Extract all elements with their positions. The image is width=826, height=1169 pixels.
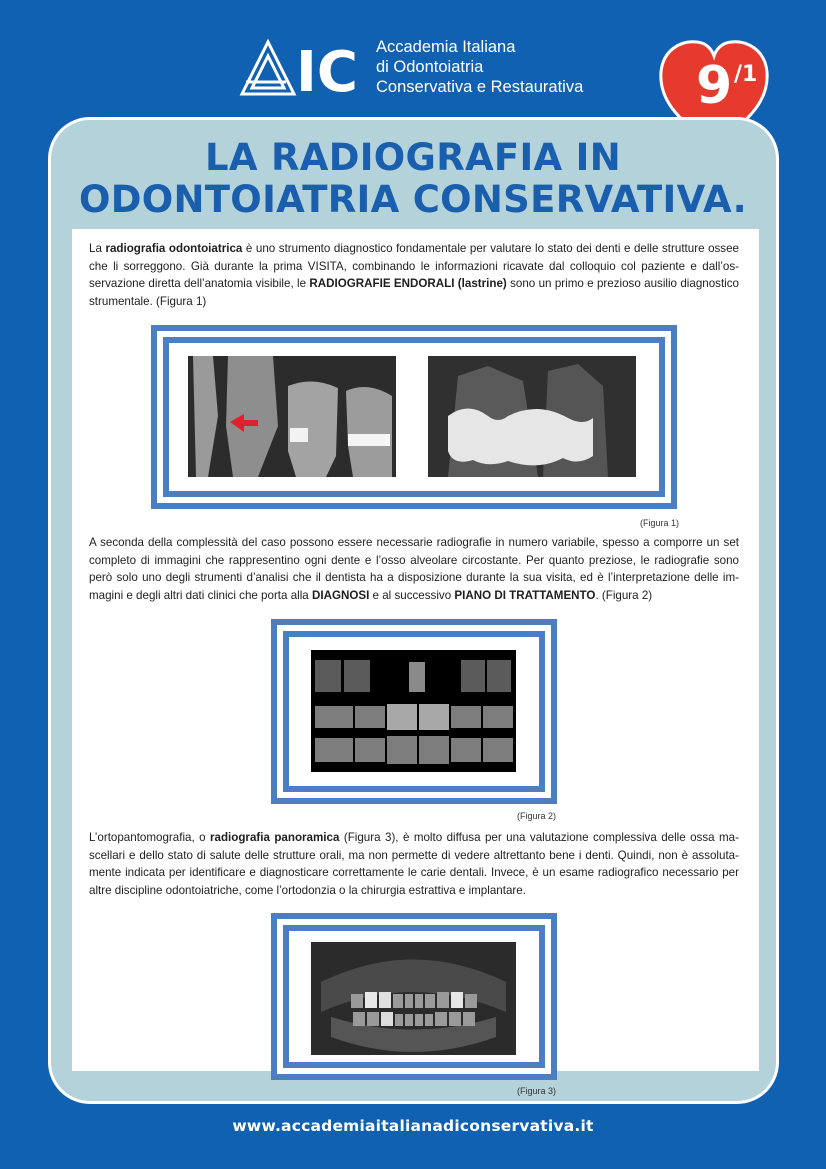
paragraph-2 (89, 534, 739, 604)
figure-1-caption: (Figura 1) (640, 518, 680, 528)
p1-bold-1: radiografia odontoiatrica (105, 242, 243, 255)
periapical-xray-image (428, 356, 636, 477)
p3-text-2: (Figura 3), è molto diffusa per una valutazione complessiva delle ossa ma-scellari e dello stato di salute delle strutture orali, ma non permette di vedere altrettanto bene i denti. Quindi, non è assoluta-mente indicata per identificare e diagnosticare correttamente le carie dentali. Invece, è un esame radiografico necessario per altre discipline odontoiatriche, come l’ortodonzia o la chirurgia estrattiva e implantare. (89, 831, 739, 897)
paragraph-1 (89, 240, 739, 310)
figure-3-caption: (Figura 3) (517, 1086, 557, 1096)
aic-logo (238, 36, 368, 98)
figure-3-frame (271, 913, 557, 1080)
figure-2-caption: (Figura 2) (517, 811, 557, 821)
paragraph-3 (89, 829, 739, 899)
figure-1-frame (151, 325, 677, 509)
page-title (60, 137, 766, 221)
full-mouth-xray-series-image (311, 650, 516, 772)
p2-text-3: . (Figura 2) (595, 588, 653, 602)
website-link[interactable]: www.accademiaitalianadiconservativa.it (232, 1117, 594, 1135)
title-line1: LA RADIOGRAFIA IN (204, 136, 622, 179)
badge-label (696, 56, 758, 116)
org-name-line1: Accademia Italiana (376, 38, 516, 56)
p3-text-1: L’ortopantomografia, o (89, 831, 210, 844)
organization-name (376, 37, 583, 97)
badge-sup: /1 (734, 62, 758, 87)
p1-text-1: La (89, 242, 106, 255)
title-line2: ODONTOIATRIA CONSERVATIVA. (78, 178, 747, 221)
p1-bold-2: RADIOGRAFIE ENDORALI (lastrine) (309, 277, 507, 290)
bitewing-xray-image (188, 356, 396, 477)
p2-text-1: A seconda della complessità del caso possono essere necessarie radiografie in numero variabile, spesso a comporre un set completo di immagini che rappresentino ogni dente e l’osso alveolare circostante. Per quanto preziose, le radiografie sono però solo uno degli strumenti d’analisi che il dentista ha a disposizione durante la sua visita, ed è l’interpretazione delle im-magini e degli altri dati clinici che porta alla (89, 536, 739, 602)
badge-number: 9 (696, 56, 733, 116)
p1-text-3: sono un primo e prezioso ausilio diagnostico strumentale. (Figura 1) (89, 277, 739, 308)
p3-bold-1: radiografia panoramica (210, 831, 340, 844)
p2-text-2: e al successivo (369, 588, 455, 602)
org-name-line3: Conservativa e Restaurativa (376, 78, 584, 96)
panoramic-xray-image (311, 942, 516, 1055)
p2-bold-2: PIANO DI TRATTAMENTO (454, 588, 596, 602)
figure-2-frame (271, 619, 557, 804)
p2-bold-1: DIAGNOSI (311, 588, 370, 602)
org-name-line2: di Odontoiatria (376, 58, 484, 76)
p1-text-2: è uno strumento diagnostico fondamentale per valutare lo stato dei denti e delle strutture ossee che li sorreggono. Già durante la prima VISITA, combinando le informazioni ricavate dal colloquio col paziente e dall’os-servazione diretta dell’anatomia visibile, le (89, 242, 740, 290)
svg-text:IC: IC (296, 40, 358, 98)
